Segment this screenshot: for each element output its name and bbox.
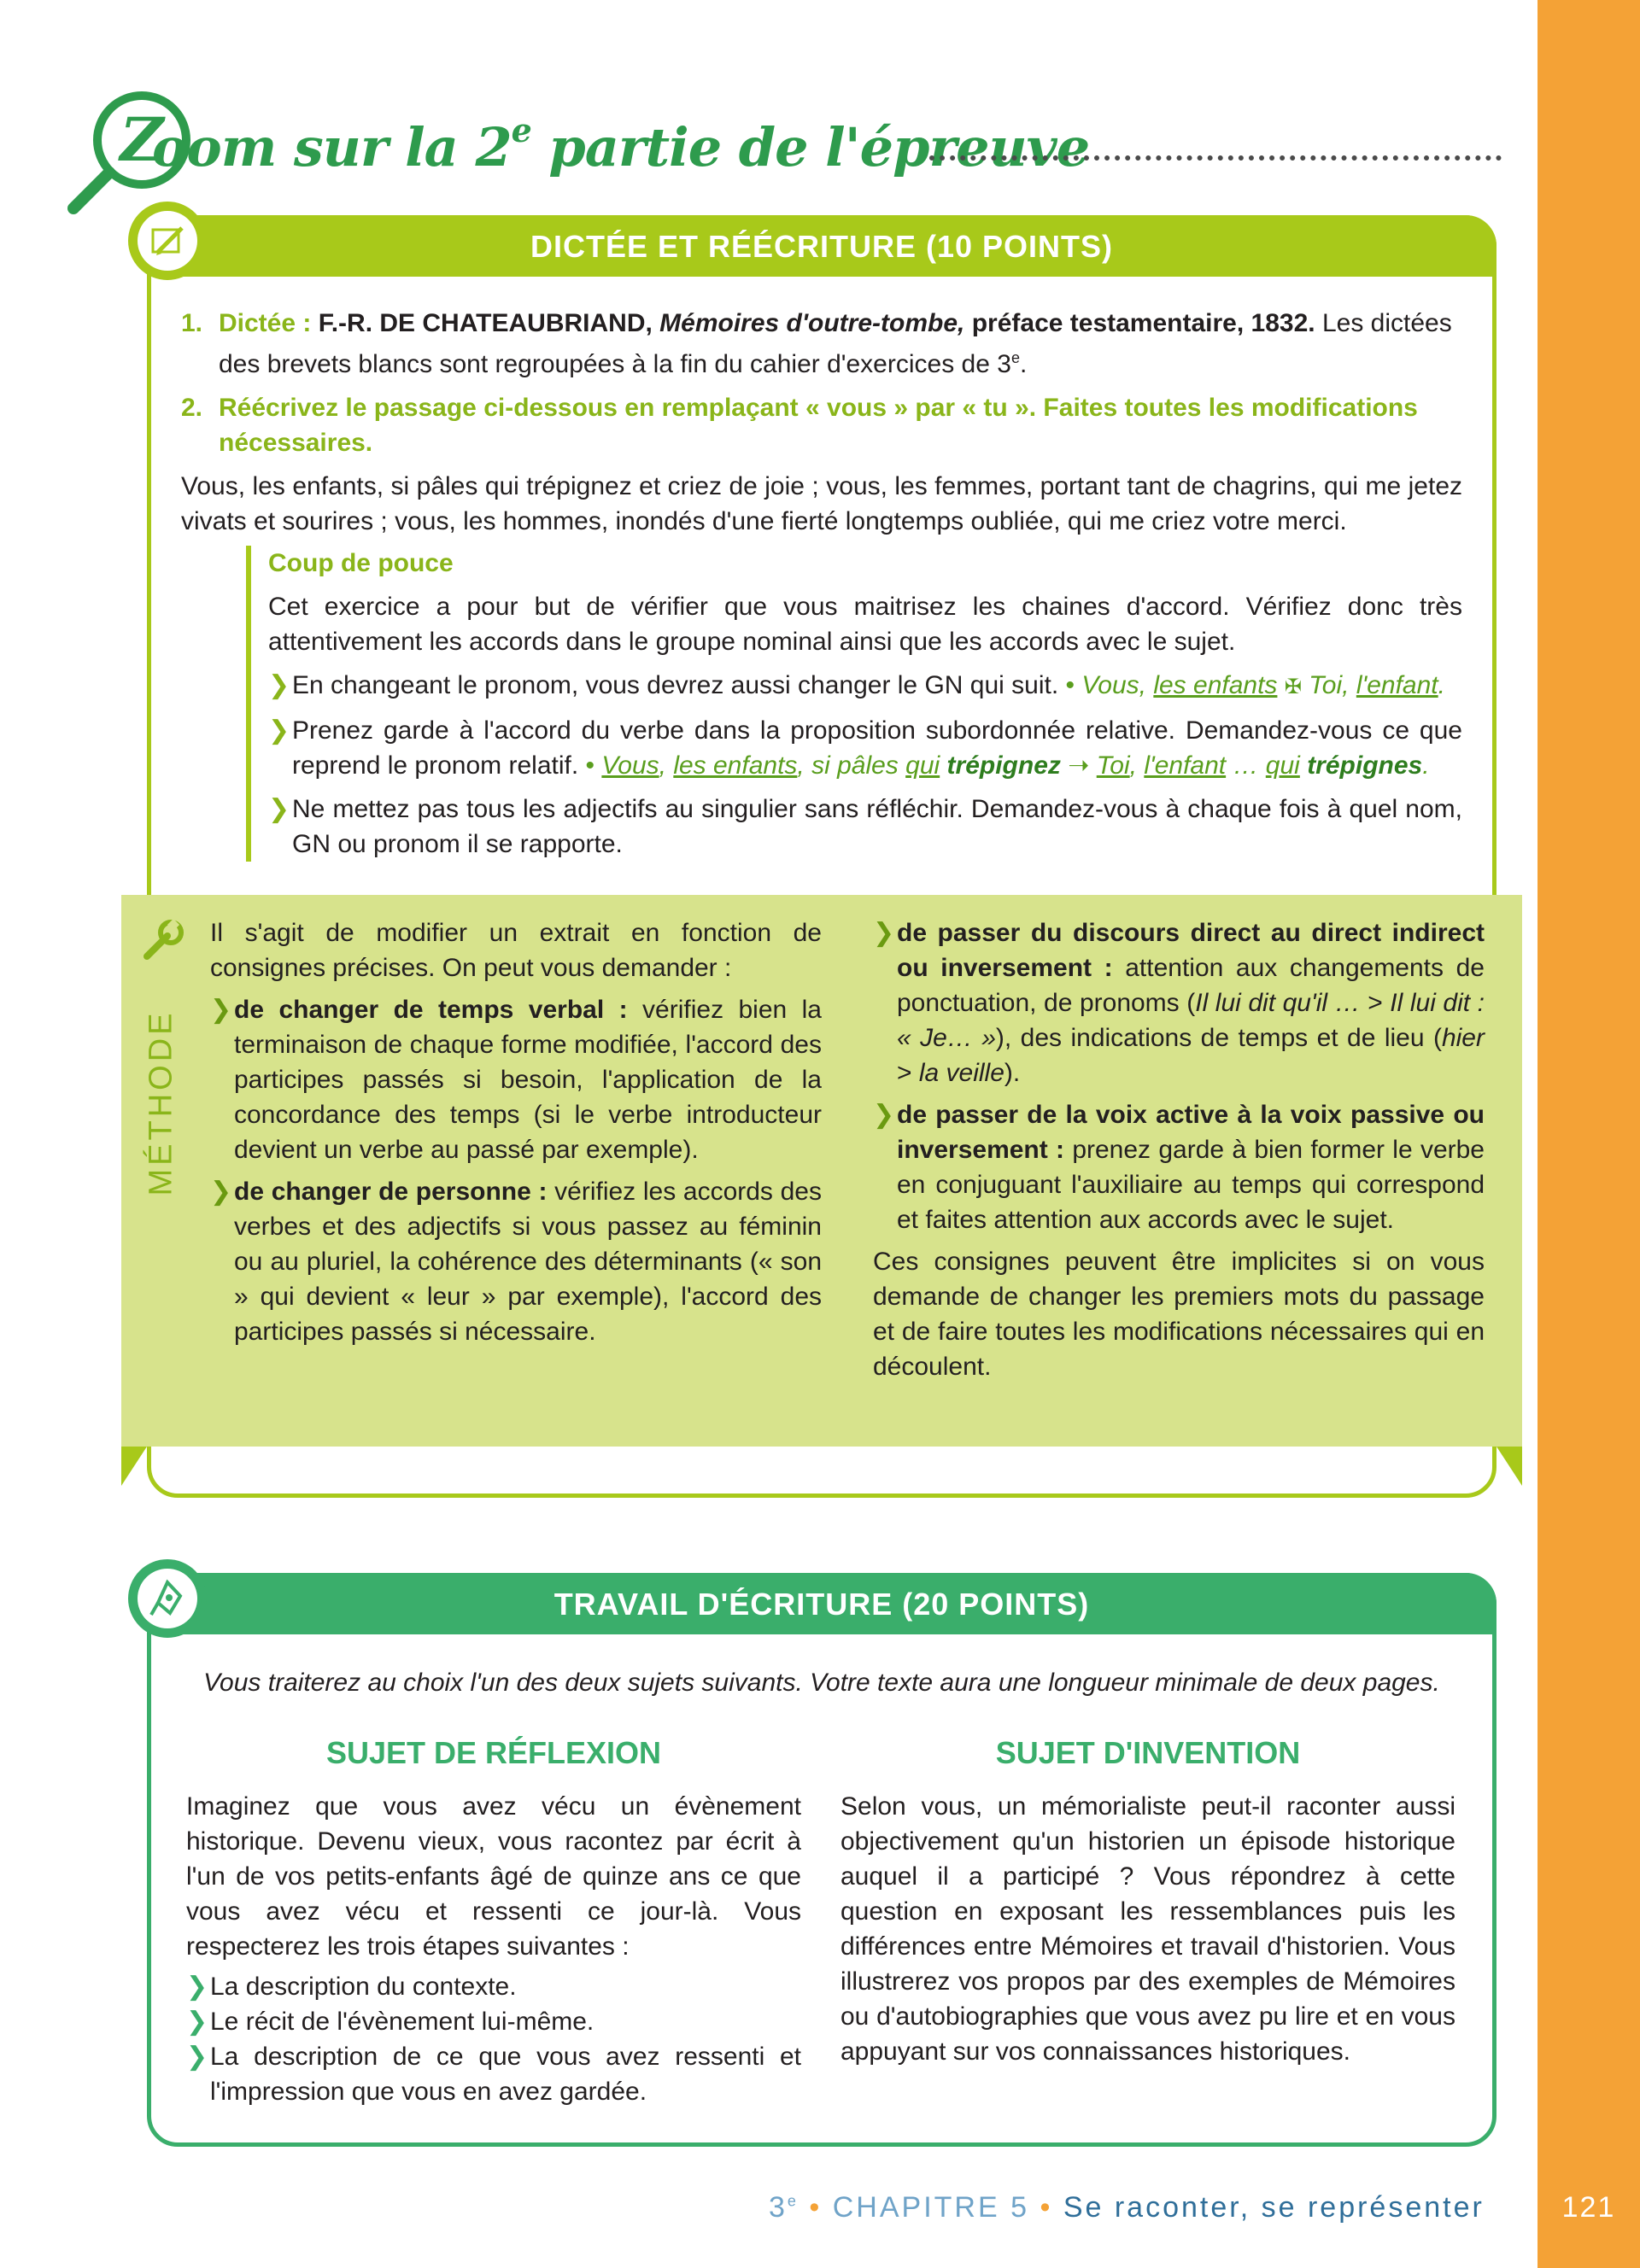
pencil-icon (146, 219, 189, 262)
coup-de-pouce-intro: Cet exercice a pour but de vérifier que vous maitrisez les chaines d'accord. Vérifiez donc très attentivement les accords dans le groupe nominal ainsi que les accords avec le sujet. (268, 593, 1462, 656)
sujet-invention (840, 1735, 1456, 2069)
dictee-note: Les dictées des brevets blancs sont regroupées à la fin du cahier d'exercices de 3 (219, 309, 1452, 378)
ecriture-header (147, 1573, 1496, 1634)
dictee-header-text: DICTÉE ET RÉÉCRITURE (10 POINTS) (530, 229, 1114, 264)
wrench-icon (138, 917, 186, 965)
dictee-content (181, 306, 1462, 862)
sujet-reflexion (186, 1735, 801, 2109)
dictee-item-2 (181, 390, 1462, 460)
dictee-author: F.-R. DE CHATEAUBRIAND, (318, 309, 653, 337)
chevron-right-icon: ❯ (186, 2008, 208, 2036)
list-item: ❯ La description de ce que vous avez ressenti et l'impression que vous en avez gardée. (186, 2039, 801, 2109)
footer-running-head: 3e • CHAPITRE 5 • Se raconter, se représenter (769, 2191, 1485, 2224)
page-title (67, 89, 1502, 225)
methode-item-tense: ❯ de changer de temps verbal : vérifiez bien la terminaison de chaque forme modifiée, l'accord des participes passés si besoin, l'application de la concordance des temps (si le verbe introducteur devient un verbe au passé par exemple). (210, 992, 822, 1167)
methode-label: MÉTHODE (143, 1009, 179, 1196)
methode-conclusion: Ces consignes peuvent être implicites si on vous demande de changer les premiers mots du passage et de faire toutes les modifications nécessaires qui en découlent. (873, 1248, 1485, 1381)
coup-de-pouce (246, 546, 1462, 862)
sujet-invention-text: Selon vous, un mémorialiste peut-il raconter aussi objectivement qu'un historien un épisode historique auquel il a participé ? Vous répondrez à cette question en exposant les ressemblances puis les différences entre Mémoires et travail d'historien. Vous illustrerez vos propos par des exemples de Mémoires ou d'autobiographies que vous avez pu lire et en vous appuyant sur vos connaissances historiques. (840, 1792, 1456, 2066)
item-number: 2. (181, 394, 203, 422)
ecriture-header-text: TRAVAIL D'ÉCRITURE (20 POINTS) (554, 1587, 1090, 1622)
chevron-right-icon: ❯ (873, 1101, 895, 1129)
sujet-invention-title: SUJET D'INVENTION (995, 1735, 1301, 1770)
methode-item-discourse: ❯ de passer du discours direct au direct indirect ou inversement : attention aux changements de ponctuation, de pronoms (Il lui dit qu'il … > Il lui dit : « Je… »), des indications de temps et de lieu (hier > la veille). (873, 915, 1485, 1090)
chevron-right-icon: ❯ (210, 1178, 232, 1206)
ecriture-badge (128, 1559, 207, 1638)
orange-side-band (1538, 0, 1640, 2268)
ecriture-intro: Vous traiterez au choix l'un des deux sujets suivants. Votre texte aura une longueur minimale de deux pages. (203, 1669, 1440, 1697)
methode-fold-left (121, 1447, 147, 1486)
chevron-right-icon: ❯ (268, 716, 290, 745)
coup-de-pouce-title: Coup de pouce (268, 549, 454, 577)
rewrite-instruction: Réécrivez le passage ci-dessous en remplaçant « vous » par « tu ». Faites toutes les modifications nécessaires. (219, 394, 1418, 457)
dictee-label: Dictée : (219, 309, 312, 337)
title-text (144, 111, 1089, 178)
pen-nib-icon (146, 1577, 189, 1620)
footer-topic: Se raconter, se représenter (1063, 2191, 1485, 2224)
dictee-item-1: 1. Dictée : F.-R. DE CHATEAUBRIAND, Mémoires d'outre-tombe, préface testamentaire, 1832. Les dictées des brevets blancs sont regroupées à la fin du cahier d'exercices de 3e. (181, 306, 1462, 382)
chevron-right-icon: ❯ (268, 795, 290, 823)
sujet-reflexion-title: SUJET DE RÉFLEXION (325, 1735, 662, 1770)
chevron-right-icon: ❯ (186, 2043, 208, 2071)
list-item: ❯ La description du contexte. (186, 1969, 801, 2004)
methode-right-column (873, 915, 1485, 1384)
tip-3: ❯ Ne mettez pas tous les adjectifs au singulier sans réfléchir. Demandez-vous à chaque fois à quel nom, GN ou pronom il se rapporte. (268, 792, 1462, 862)
methode-item-person: ❯ de changer de personne : vérifiez les accords des verbes et des adjectifs si vous passez au féminin ou au pluriel, la cohérence des déterminants (« son » qui devient « leur » par exemple), l'accord des participes passés si nécessaire. (210, 1174, 822, 1349)
title-rest: oom sur la 2e partie de l'épreuve (152, 111, 1090, 178)
dictee-header (147, 215, 1496, 277)
svg-text:Z: Z (120, 104, 164, 175)
chevron-right-icon: ❯ (268, 671, 290, 699)
sujet-reflexion-text: Imaginez que vous avez vécu un évènement historique. Devenu vieux, vous racontez par écrit à l'un de vos petits-enfants âgé de quinze ans ce que vous avez vécu et ressenti ce jour-là. Vous respecterez les trois étapes suivantes : (186, 1792, 801, 1961)
example: Vous, les enfants, si pâles qui trépignez ➝ Toi, l'enfant … qui trépignes. (601, 751, 1430, 780)
item-number: 1. (181, 309, 203, 337)
tip-1: ❯ En changeant le pronom, vous devrez aussi changer le GN qui suit. • Vous, les enfants ✠ Toi, l'enfant. (268, 668, 1462, 704)
dictee-source: préface testamentaire, 1832. (971, 309, 1315, 337)
methode-item-voice: ❯ de passer de la voix active à la voix passive ou inversement : prenez garde à bien former le verbe en conjuguant l'auxiliaire au temps qui correspond et faites attention aux accords avec le sujet. (873, 1097, 1485, 1237)
chevron-right-icon: ❯ (186, 1973, 208, 2001)
chevron-right-icon: ❯ (210, 996, 232, 1024)
tip-2: ❯ Prenez garde à l'accord du verbe dans la proposition subordonnée relative. Demandez-vous ce que reprend le pronom relatif. • Vous, les enfants, si pâles qui trépignez ➝ Toi, l'enfant … qui trépignes. (268, 713, 1462, 783)
title-dots (929, 155, 1502, 161)
methode-left-column (210, 915, 822, 1349)
page-number: 121 (1561, 2191, 1616, 2224)
rewrite-passage: Vous, les enfants, si pâles qui trépignez et criez de joie ; vous, les femmes, portant tant de chagrins, qui me jetez vivats et sourires ; vous, les hommes, inondés d'une fierté longtemps oubliée, qui me criez votre merci. (181, 472, 1462, 535)
example: Vous, les enfants ✠ Toi, l'enfant. (1081, 671, 1445, 699)
chevron-right-icon: ❯ (873, 919, 895, 947)
dictee-work: Mémoires d'outre-tombe, (659, 309, 965, 337)
list-item: ❯ Le récit de l'évènement lui-même. (186, 2004, 801, 2039)
methode-fold-right (1496, 1447, 1522, 1486)
dictee-badge (128, 202, 207, 280)
footer-chapter: CHAPITRE 5 (832, 2191, 1030, 2224)
methode-intro: Il s'agit de modifier un extrait en fonction de consignes précises. On peut vous demander : (210, 919, 822, 982)
